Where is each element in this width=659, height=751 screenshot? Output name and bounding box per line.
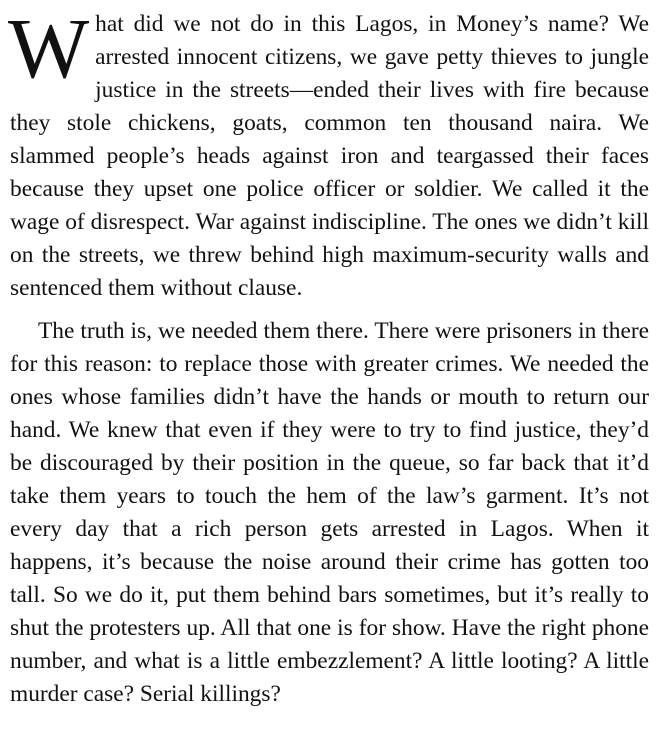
drop-cap-letter: W [8,0,90,96]
paragraph-2 [10,315,649,711]
paragraph-2-text: The truth is, we needed them there. There were prisoners in there for this reason: to replace those with greater crimes. We needed the ones whose families didn’t have the hands or mouth to return our hand. We knew that even if they were to try to find justice, they’d be discouraged by their position in the queue, so far back that it’d take them years to touch the hem of the law’s garment. It’s not every day that a rich person gets arrested in Lagos. When it happens, it’s because the noise around their crime has gotten too tall. So we do it, put them behind bars sometimes, but it’s really to shut the protesters up. All that one is for show. Have the right phone number, and what is a little embezzlement? A little looting? A little murder case? Serial killings? [10,318,649,707]
paragraph-1-text: hat did we not do in this Lagos, in Money’s name? We arrested innocent citizens, we gave petty thieves to jungle justice in the streets—ended their lives with fire because they stole chickens, goats, common ten thousand naira. We slammed people’s heads against iron and teargassed their faces because they upset one police officer or soldier. We called it the wage of disrespect. War against indiscipline. The ones we didn’t kill on the streets, we threw behind high maximum-security walls and sentenced them without clause. [10,11,649,301]
paragraph-1 [8,0,649,305]
